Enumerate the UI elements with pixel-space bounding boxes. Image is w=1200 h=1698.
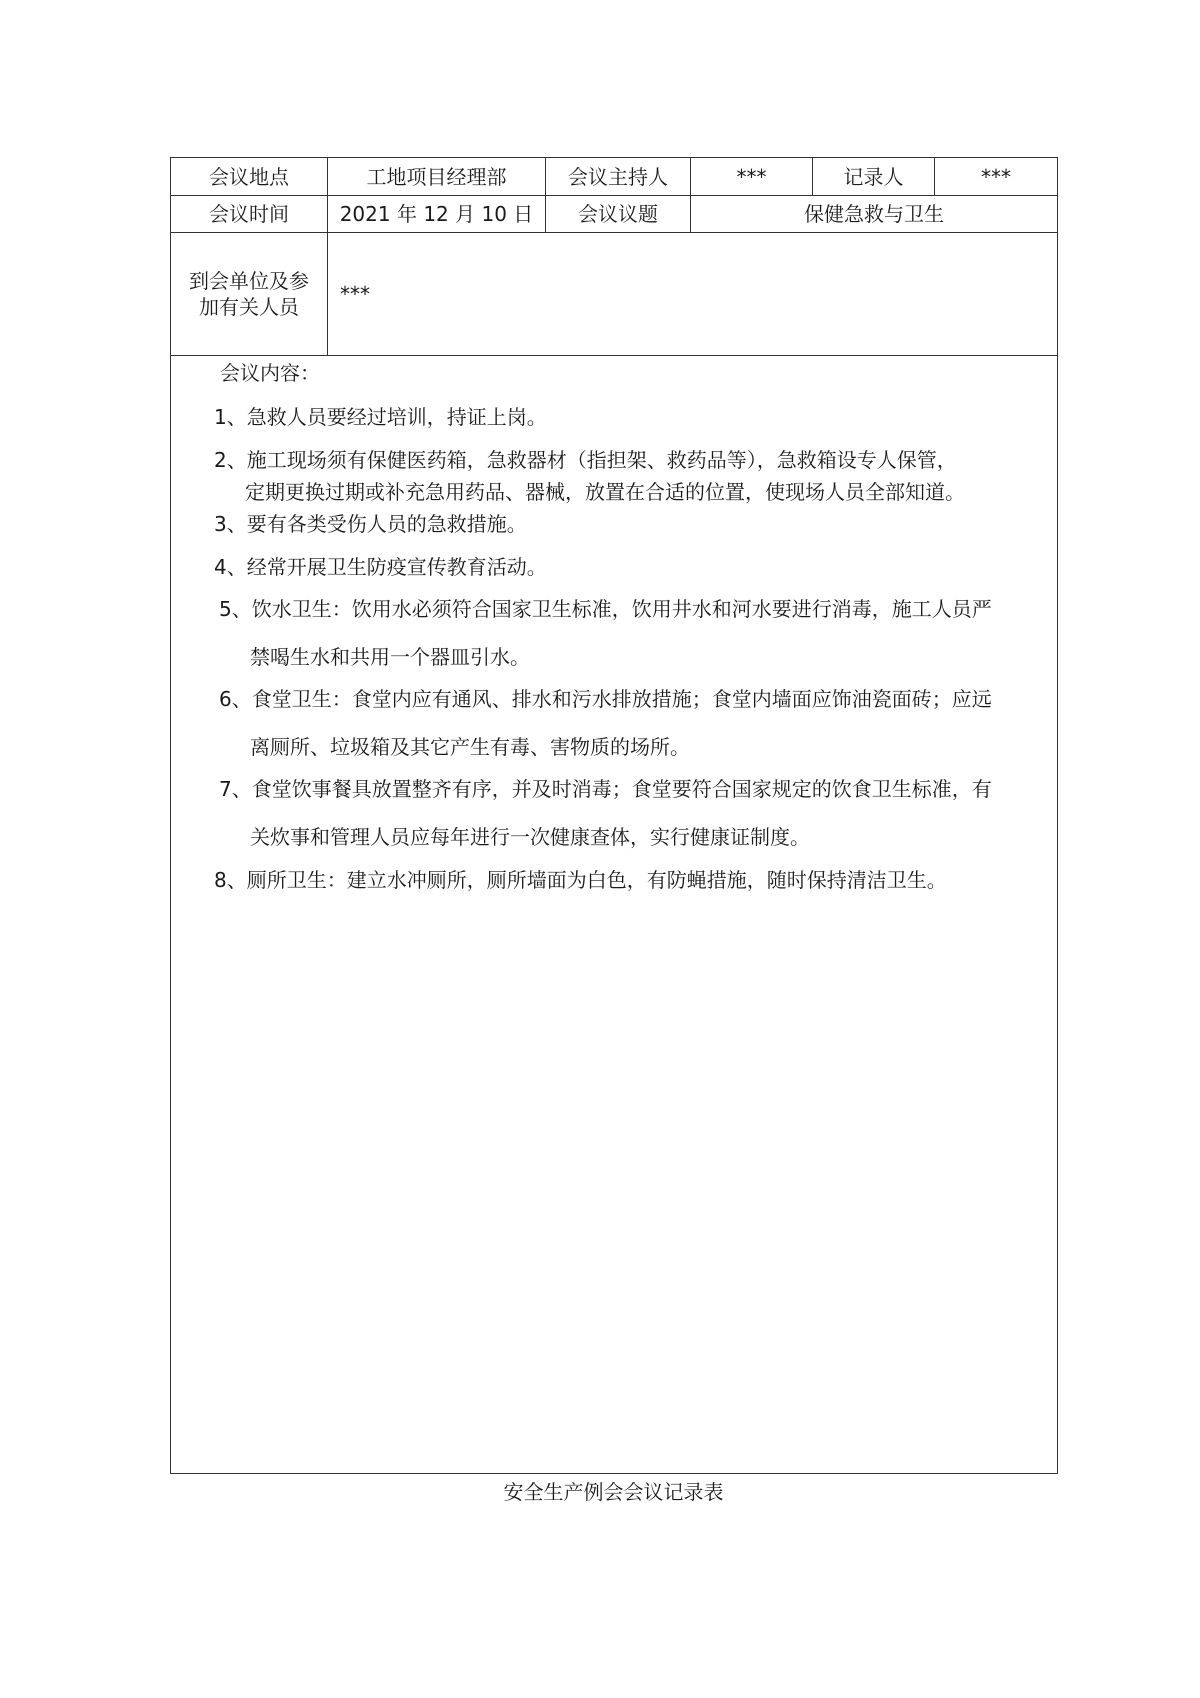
content-item-7: 7、食堂饮事餐具放置整齐有序，并及时消毒；食堂要符合国家规定的饮食卫生标准，有 xyxy=(219,777,992,801)
topic-label: 会议议题 xyxy=(546,196,691,233)
header-row-time xyxy=(171,196,1058,233)
recorder-value: *** xyxy=(935,158,1058,196)
content-item-2-cont: 定期更换过期或补充急用药品、器械，放置在合适的位置，使现场人员全部知道。 xyxy=(245,480,965,504)
location-label: 会议地点 xyxy=(171,158,328,196)
host-label: 会议主持人 xyxy=(546,158,691,196)
content-item-3: 3、要有各类受伤人员的急救措施。 xyxy=(214,512,527,536)
content-item-6: 6、食堂卫生：食堂内应有通风、排水和污水排放措施；食堂内墙面应饰油瓷面砖；应远 xyxy=(219,687,992,711)
attendees-value: *** xyxy=(328,233,1058,356)
content-item-7-cont: 关炊事和管理人员应每年进行一次健康查体，实行健康证制度。 xyxy=(250,825,810,849)
time-value: 2021 年 12 月 10 日 xyxy=(328,196,546,233)
content-item-5: 5、饮水卫生：饮用水必须符合国家卫生标准，饮用井水和河水要进行消毒，施工人员严 xyxy=(219,597,992,621)
form-caption: 安全生产例会会议记录表 xyxy=(503,1480,724,1504)
attendees-label-line1: 到会单位及参 xyxy=(189,269,309,293)
content-item-1: 1、急救人员要经过培训，持证上岗。 xyxy=(214,405,547,429)
content-item-2: 2、施工现场须有保健医药箱，急救器材（指担架、救药品等），急救箱设专人保管， xyxy=(214,448,957,472)
topic-value: 保健急救与卫生 xyxy=(691,196,1058,233)
meeting-content xyxy=(171,356,1058,1474)
header-row-location xyxy=(171,158,1058,196)
location-value: 工地项目经理部 xyxy=(328,158,546,196)
recorder-label: 记录人 xyxy=(813,158,935,196)
content-item-6-cont: 离厕所、垃圾箱及其它产生有毒、害物质的场所。 xyxy=(250,735,690,759)
attendees-row xyxy=(171,233,1058,356)
attendees-label xyxy=(171,233,328,356)
content-row xyxy=(171,356,1058,1474)
content-item-5-cont: 禁喝生水和共用一个器皿引水。 xyxy=(250,645,530,669)
content-item-8: 8、厕所卫生：建立水冲厕所，厕所墙面为白色，有防蝇措施，随时保持清洁卫生。 xyxy=(214,868,947,892)
content-item-4: 4、经常开展卫生防疫宣传教育活动。 xyxy=(214,555,547,579)
attendees-label-line2: 加有关人员 xyxy=(199,295,299,319)
meeting-record-table xyxy=(170,157,1058,1474)
content-heading: 会议内容： xyxy=(220,361,320,385)
host-value: *** xyxy=(691,158,813,196)
time-label: 会议时间 xyxy=(171,196,328,233)
